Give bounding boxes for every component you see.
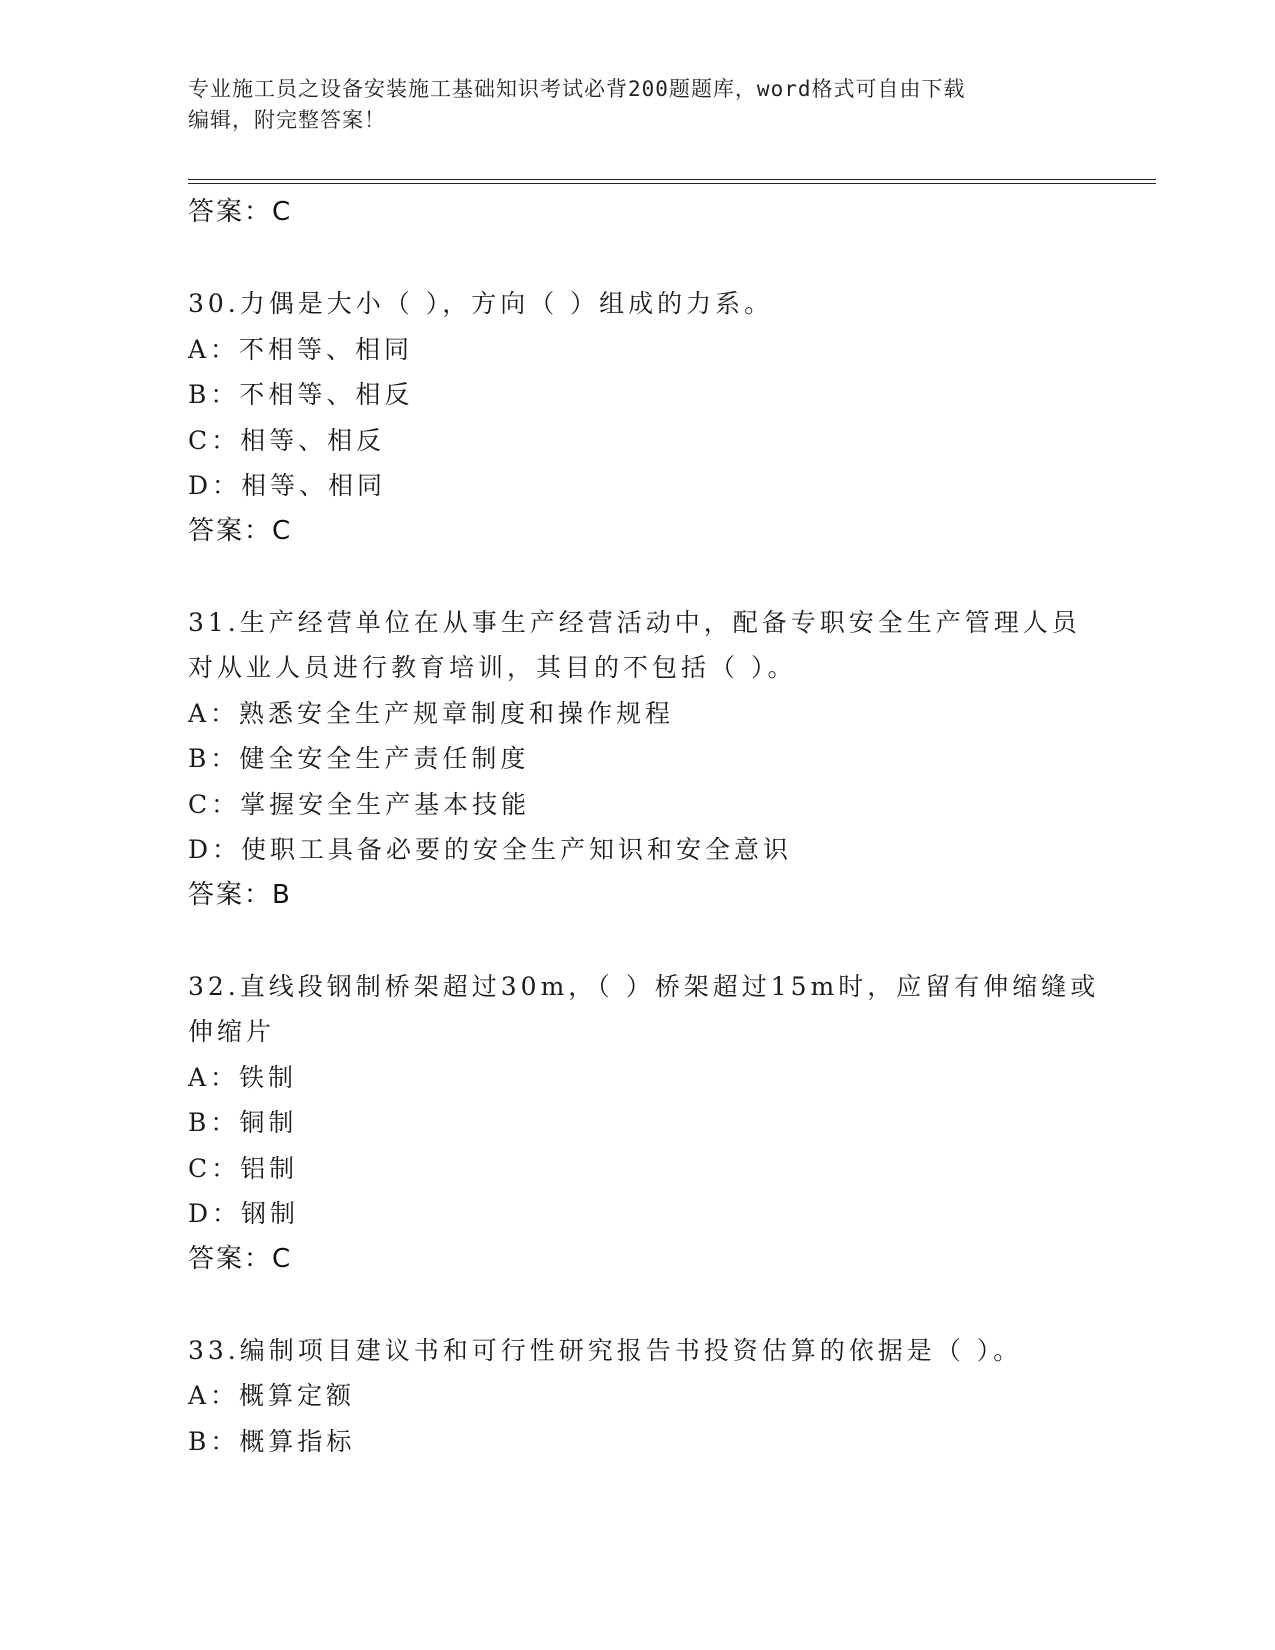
option-c: C：铝制 <box>188 1153 299 1183</box>
option-a: A：熟悉安全生产规章制度和操作规程 <box>188 698 675 728</box>
option-b: B：铜制 <box>188 1108 298 1137</box>
question-text-continued: 对从业人员进行教育培训，其目的不包括（ ）。 <box>188 653 797 682</box>
option-b: B：不相等、相反 <box>188 380 414 409</box>
page-header <box>188 74 1088 136</box>
document-body <box>188 190 1100 1464</box>
question-text: 32.直线段钢制桥架超过30m，（ ）桥架超过15m时，应留有伸缩缝或 <box>188 971 1100 1001</box>
option-c: C：相等、相反 <box>188 425 386 455</box>
question-text: 33.编制项目建议书和可行性研究报告书投资估算的依据是（ ）。 <box>188 1335 1023 1365</box>
option-b: B：健全安全生产责任制度 <box>188 744 530 773</box>
question-30 <box>188 281 1088 554</box>
spacer <box>188 918 1088 964</box>
option-a: A：铁制 <box>188 1062 298 1092</box>
answer-line: 答案：C <box>188 1243 293 1274</box>
answer-line: 答案：B <box>188 879 292 910</box>
question-31 <box>188 600 1088 919</box>
option-d: D：使职工具备必要的安全生产知识和安全意识 <box>188 835 793 864</box>
question-32 <box>188 964 1100 1283</box>
question-33 <box>188 1328 1088 1465</box>
question-text: 31.生产经营单位在从事生产经营活动中，配备专职安全生产管理人员 <box>188 607 1081 637</box>
spacer <box>188 1282 1088 1328</box>
answer-line: 答案：C <box>188 197 293 227</box>
answer-line: 答案：C <box>188 515 293 546</box>
question-text-continued: 伸缩片 <box>188 1017 276 1046</box>
option-a: A：不相等、相同 <box>188 334 414 364</box>
option-d: D：相等、相同 <box>188 471 387 500</box>
option-c: C：掌握安全生产基本技能 <box>188 789 531 819</box>
header-line-1: 专业施工员之设备安装施工基础知识考试必背200题题库，word格式可自由下载 <box>188 77 966 101</box>
question-text: 30.力偶是大小（ ），方向（ ）组成的力系。 <box>188 289 774 318</box>
option-d: D：钢制 <box>188 1199 300 1228</box>
header-divider-top <box>188 179 1156 180</box>
option-a: A：概算定额 <box>188 1381 356 1410</box>
spacer <box>188 236 1088 282</box>
option-b: B：概算指标 <box>188 1426 356 1456</box>
header-divider-bottom <box>188 183 1156 184</box>
header-line-2: 编辑，附完整答案！ <box>188 108 386 132</box>
spacer <box>188 554 1088 600</box>
